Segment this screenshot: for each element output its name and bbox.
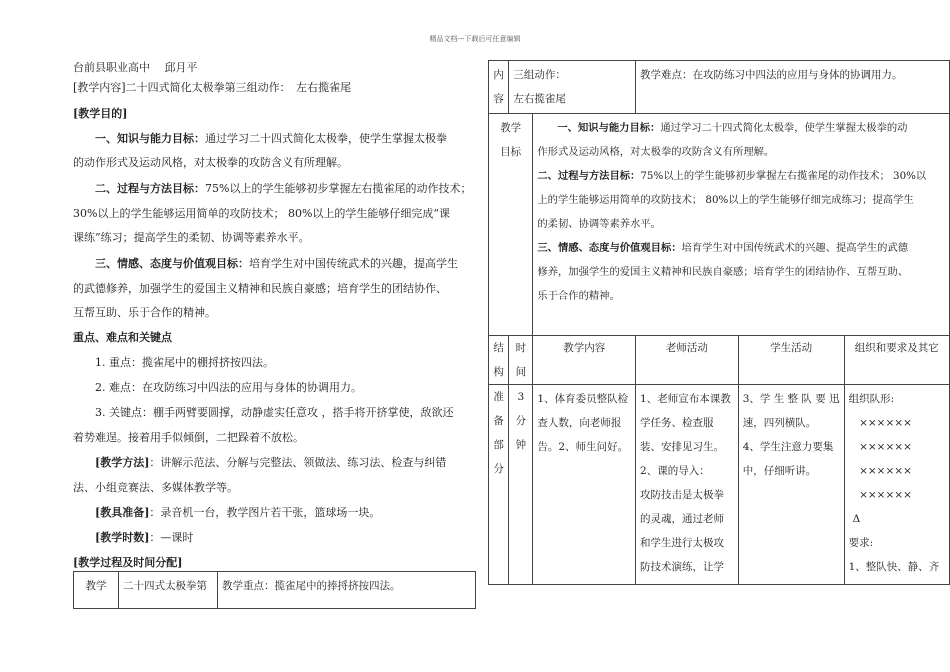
- goal-3-line-3: 互帮互助、乐于合作的精神。: [73, 306, 216, 319]
- prep-section-organization: 组织队形: ×××××× ×××××× ×××××× ×××××× Δ 要求: 1、整队快、静、齐: [844, 385, 949, 585]
- prep-section-teacher: 1、老师宣布本课教 学任务、检查服 装、安排见习生。 2、课的导入： 攻防技击是太极拳 的灵魂，通过老师 和学生进行太极攻 防技术演练，让学: [636, 385, 739, 585]
- left-table-cell-3: 教学重点：揽雀尾中的捧捋挤按四法。: [218, 572, 476, 609]
- left-process-table: [73, 571, 476, 609]
- row-content-label: 内容: [489, 61, 509, 114]
- hours-line: [教学时数]：—课时: [95, 531, 194, 544]
- goal-3-line-1: 三、情感、态度与价值观目标：培育学生对中国传统武术的兴趣，提高学生: [95, 257, 458, 270]
- key-point-2: 2. 难点：在攻防练习中四法的应用与身体的协调用力。: [95, 381, 362, 394]
- goal-2-line-3: 课练”练习；提高学生的柔韧、协调等素养水平。: [73, 231, 310, 244]
- key-heading: 重点、难点和关键点: [73, 331, 172, 344]
- left-table-cell-2: 二十四式太极拳第: [119, 572, 218, 609]
- prep-section-label: 准 备 部 分: [489, 385, 509, 585]
- row-structure-header: [489, 336, 950, 385]
- goal-1-line-1: 一、知识与能力目标：通过学习二十四式简化太极拳，使学生掌握太极拳: [95, 132, 447, 145]
- key-point-1: 1. 重点：揽雀尾中的棚捋挤按四法。: [95, 356, 274, 369]
- author-line: 台前县职业高中 邱月平: [73, 61, 198, 74]
- prep-line: [教具准备]：录音机一台，教学图片若干张，篮球场一块。: [95, 506, 381, 519]
- left-table-cell-1: 教学: [74, 572, 119, 609]
- method-line-2: 法、小组竞赛法、多媒体教学等。: [73, 481, 238, 494]
- method-line-1: [教学方法]：讲解示范法、分解与完整法、领做法、练习法、检查与纠错: [95, 456, 447, 469]
- process-heading: [教学过程及时间分配]: [73, 556, 183, 569]
- header-student: 学生活动: [738, 336, 844, 385]
- goal-heading: [教学目的]: [73, 107, 128, 120]
- prep-section-student: 3、学 生 整 队 要 迅 速，四列横队。 4、学生注意力要集 中，仔细听讲。: [738, 385, 844, 585]
- row-prep-section: [489, 385, 950, 585]
- goal-2-line-2: 30%以上的学生能够运用简单的攻防技术； 80%以上的学生能够仔细完成“课: [73, 207, 451, 220]
- header-time: 时 间: [509, 336, 533, 385]
- row-content-title: 三组动作： 左右揽雀尾: [509, 61, 636, 114]
- content-title: [教学内容]二十四式简化太极拳第三组动作： 左右揽雀尾: [73, 81, 352, 94]
- key-point-3a: 3. 关键点：棚手两臂要圆撑，动静虚实任意攻 ，搭手将开挤掌使，敌欲还: [95, 406, 454, 419]
- row-goals: [489, 114, 950, 336]
- header-organization: 组织和要求及其它: [844, 336, 949, 385]
- prep-section-content: 1、体育委员整队检 查人数，向老师报 告。2、师生问好。: [533, 385, 636, 585]
- goal-1-line-2: 的动作形式及运动风格，对太极拳的攻防含义有所理解。: [73, 156, 348, 169]
- row-content-difficulty: 教学难点：在攻防练习中四法的应用与身体的协调用力。: [636, 61, 950, 114]
- key-point-3b: 着势难逞。接着用手似倾倒，二把跺着不放松。: [73, 431, 304, 444]
- row-goals-label: 教学 目标: [489, 114, 533, 336]
- header-content: 教学内容: [533, 336, 636, 385]
- right-lesson-table: [488, 60, 950, 585]
- row-goals-text: 一、知识与能力目标：通过学习二十四式简化太极拳，使学生掌握太极拳的动 作形式及运动风格，对太极拳的攻防含义有所理解。 二、过程与方法目标：75%以上的学生能够初步掌握左右揽雀尾的动作技术； 30%以 上的学生能够运用简单的攻防技术； 80%以上的学生能够仔细完成练习；提高学生 的柔韧、协调等素养水平。 三、情感、态度与价值观目标：培育学生对中国传统武术的兴趣、提高学生的武德 修养，加强学生的爱国主义精神和民族自豪感；培育学生的团结协作、互帮互助、 乐于合作的精神。: [533, 114, 950, 336]
- header-note: 精品文档---下载后可任意编辑: [429, 35, 521, 43]
- goal-3-line-2: 的武德修养，加强学生的爱国主义精神和民族自豪感；培育学生的团结协作、: [73, 282, 447, 295]
- header-teacher: 老师活动: [636, 336, 739, 385]
- header-structure: 结 构: [489, 336, 509, 385]
- prep-section-time: 3 分 钟: [509, 385, 533, 585]
- row-content: [489, 61, 950, 114]
- goal-2-line-1: 二、过程与方法目标：75%以上的学生能够初步掌握左右揽雀尾的动作技术；: [95, 182, 472, 195]
